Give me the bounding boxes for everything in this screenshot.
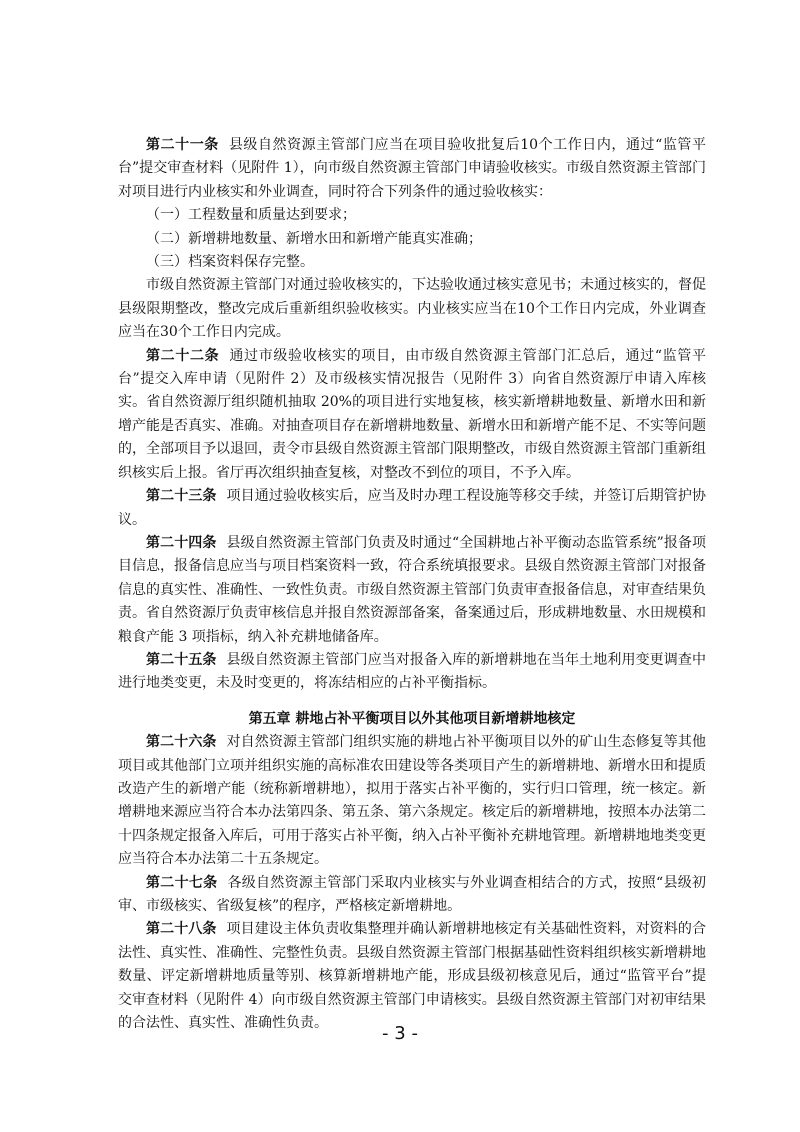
article-25-body: 县级自然资源主管部门应当对报备入库的新增耕地在当年土地利用变更调查中进行地类变更，未及时变更的，将冻结相应的占补平衡指标。 bbox=[118, 651, 707, 692]
article-21-item-3: （三）档案资料保存完整。 bbox=[146, 254, 314, 271]
article-27 bbox=[118, 872, 706, 919]
article-21 bbox=[118, 134, 706, 204]
article-26 bbox=[118, 731, 706, 871]
article-21-after: 市级自然资源主管部门对通过验收核实的，下达验收通过核实意见书；未通过核实的，督促县级限期整改，整改完成后重新组织验收核实。内业核实应当在10个工作日内完成，外业调查应当在30个工作日内完成。 bbox=[118, 277, 706, 341]
article-27-body: 各级自然资源主管部门采取内业核实与外业调查相结合的方式，按照“县级初审、市级核实、省级复核”的程序，严格核定新增耕地。 bbox=[118, 874, 707, 914]
article-21-item-1: （一）工程数量和质量达到要求； bbox=[146, 207, 356, 224]
article-24-title: 第二十四条 bbox=[146, 534, 217, 551]
article-21-body: 县级自然资源主管部门应当在项目验收批复后10个工作日内，通过“监管平台”提交审查材料（见附件 1），向市级自然资源主管部门申请验收核实。市级自然资源主管部门对项目进行内业核实和外业调查，同时符合下列条件的通过验收核实： bbox=[118, 137, 706, 200]
article-22-title: 第二十二条 bbox=[146, 347, 220, 364]
article-28-body: 项目建设主体负责收集整理并确认新增耕地核定有关基础性资料，对资料的合法性、真实性、准确性、完整性负责。县级自然资源主管部门根据基础性资料组织核实新增耕地数量、评定新增耕地质量等别、核算新增耕地产能，形成县级初核意见后，通过“监管平台”提交审查材料（见附件 4）向市级自然资源主管部门申请核实。县级自然资源主管部门对初审结果的合法性、真实性、准确性负责。 bbox=[118, 921, 707, 1032]
page-number: - 3 - bbox=[382, 1023, 418, 1044]
document-body bbox=[118, 134, 706, 1035]
article-23 bbox=[118, 485, 706, 532]
article-25 bbox=[118, 649, 706, 696]
article-26-title: 第二十六条 bbox=[146, 734, 217, 751]
article-22-body: 通过市级验收核实的项目，由市级自然资源主管部门汇总后，通过“监管平台”提交入库申请（见附件 2）及市级核实情况报告（见附件 3）向省自然资源厅申请入库核实。省自然资源厅组织随机抽取 20%的项目进行实地复核，核实新增耕地数量、新增水田和新增产能是否真实、准确。对抽查项目存在新增耕地数量、新增水田和新增产能不足、不实等问题的，全部项目予以退回，责令市县级自然资源主管部门限期整改，市级自然资源主管部门重新组织核实后上报。省厅再次组织抽查复核，对整改不到位的项目，不予入库。 bbox=[118, 347, 707, 481]
article-27-title: 第二十七条 bbox=[146, 874, 218, 891]
article-23-body: 项目通过验收核实后，应当及时办理工程设施等移交手续，并签订后期管护协议。 bbox=[118, 488, 707, 528]
article-22 bbox=[118, 345, 706, 485]
article-28-title: 第二十八条 bbox=[146, 921, 217, 938]
article-24-body: 县级自然资源主管部门负责及时通过“全国耕地占补平衡动态监管系统”报备项目信息，报备信息应当与项目档案资料一致，符合系统填报要求。县级自然资源主管部门对报备信息的真实性、准确性、一致性负责。市级自然资源主管部门负责审查报备信息，对审查结果负责。省自然资源厅负责审核信息并报自然资源部备案，备案通过后，形成耕地数量、水田规模和粮食产能 3 项指标，纳入补充耕地储备库。 bbox=[118, 534, 707, 645]
article-21-item-2: （二）新增耕地数量、新增水田和新增产能真实准确； bbox=[146, 230, 482, 247]
article-24 bbox=[118, 532, 706, 649]
article-26-body: 对自然资源主管部门组织实施的耕地占补平衡项目以外的矿山生态修复等其他项目或其他部门立项并组织实施的高标准农田建设等各类项目产生的新增耕地、新增水田和提质改造产生的新增产能（统称新增耕地），拟用于落实占补平衡的，实行归口管理，统一核定。新增耕地来源应当符合本办法第四条、第五条、第六条规定。核定后的新增耕地，按照本办法第二十四条规定报备入库后，可用于落实占补平衡，纳入占补平衡补充耕地管理。新增耕地地类变更应当符合本办法第二十五条规定。 bbox=[118, 734, 707, 868]
article-28 bbox=[118, 918, 706, 1035]
article-23-title: 第二十三条 bbox=[146, 488, 217, 505]
article-25-title: 第二十五条 bbox=[146, 651, 217, 668]
article-21-title: 第二十一条 bbox=[146, 137, 219, 153]
chapter-heading: 第五章 耕地占补平衡项目以外其他项目新增耕地核定 bbox=[248, 710, 576, 727]
